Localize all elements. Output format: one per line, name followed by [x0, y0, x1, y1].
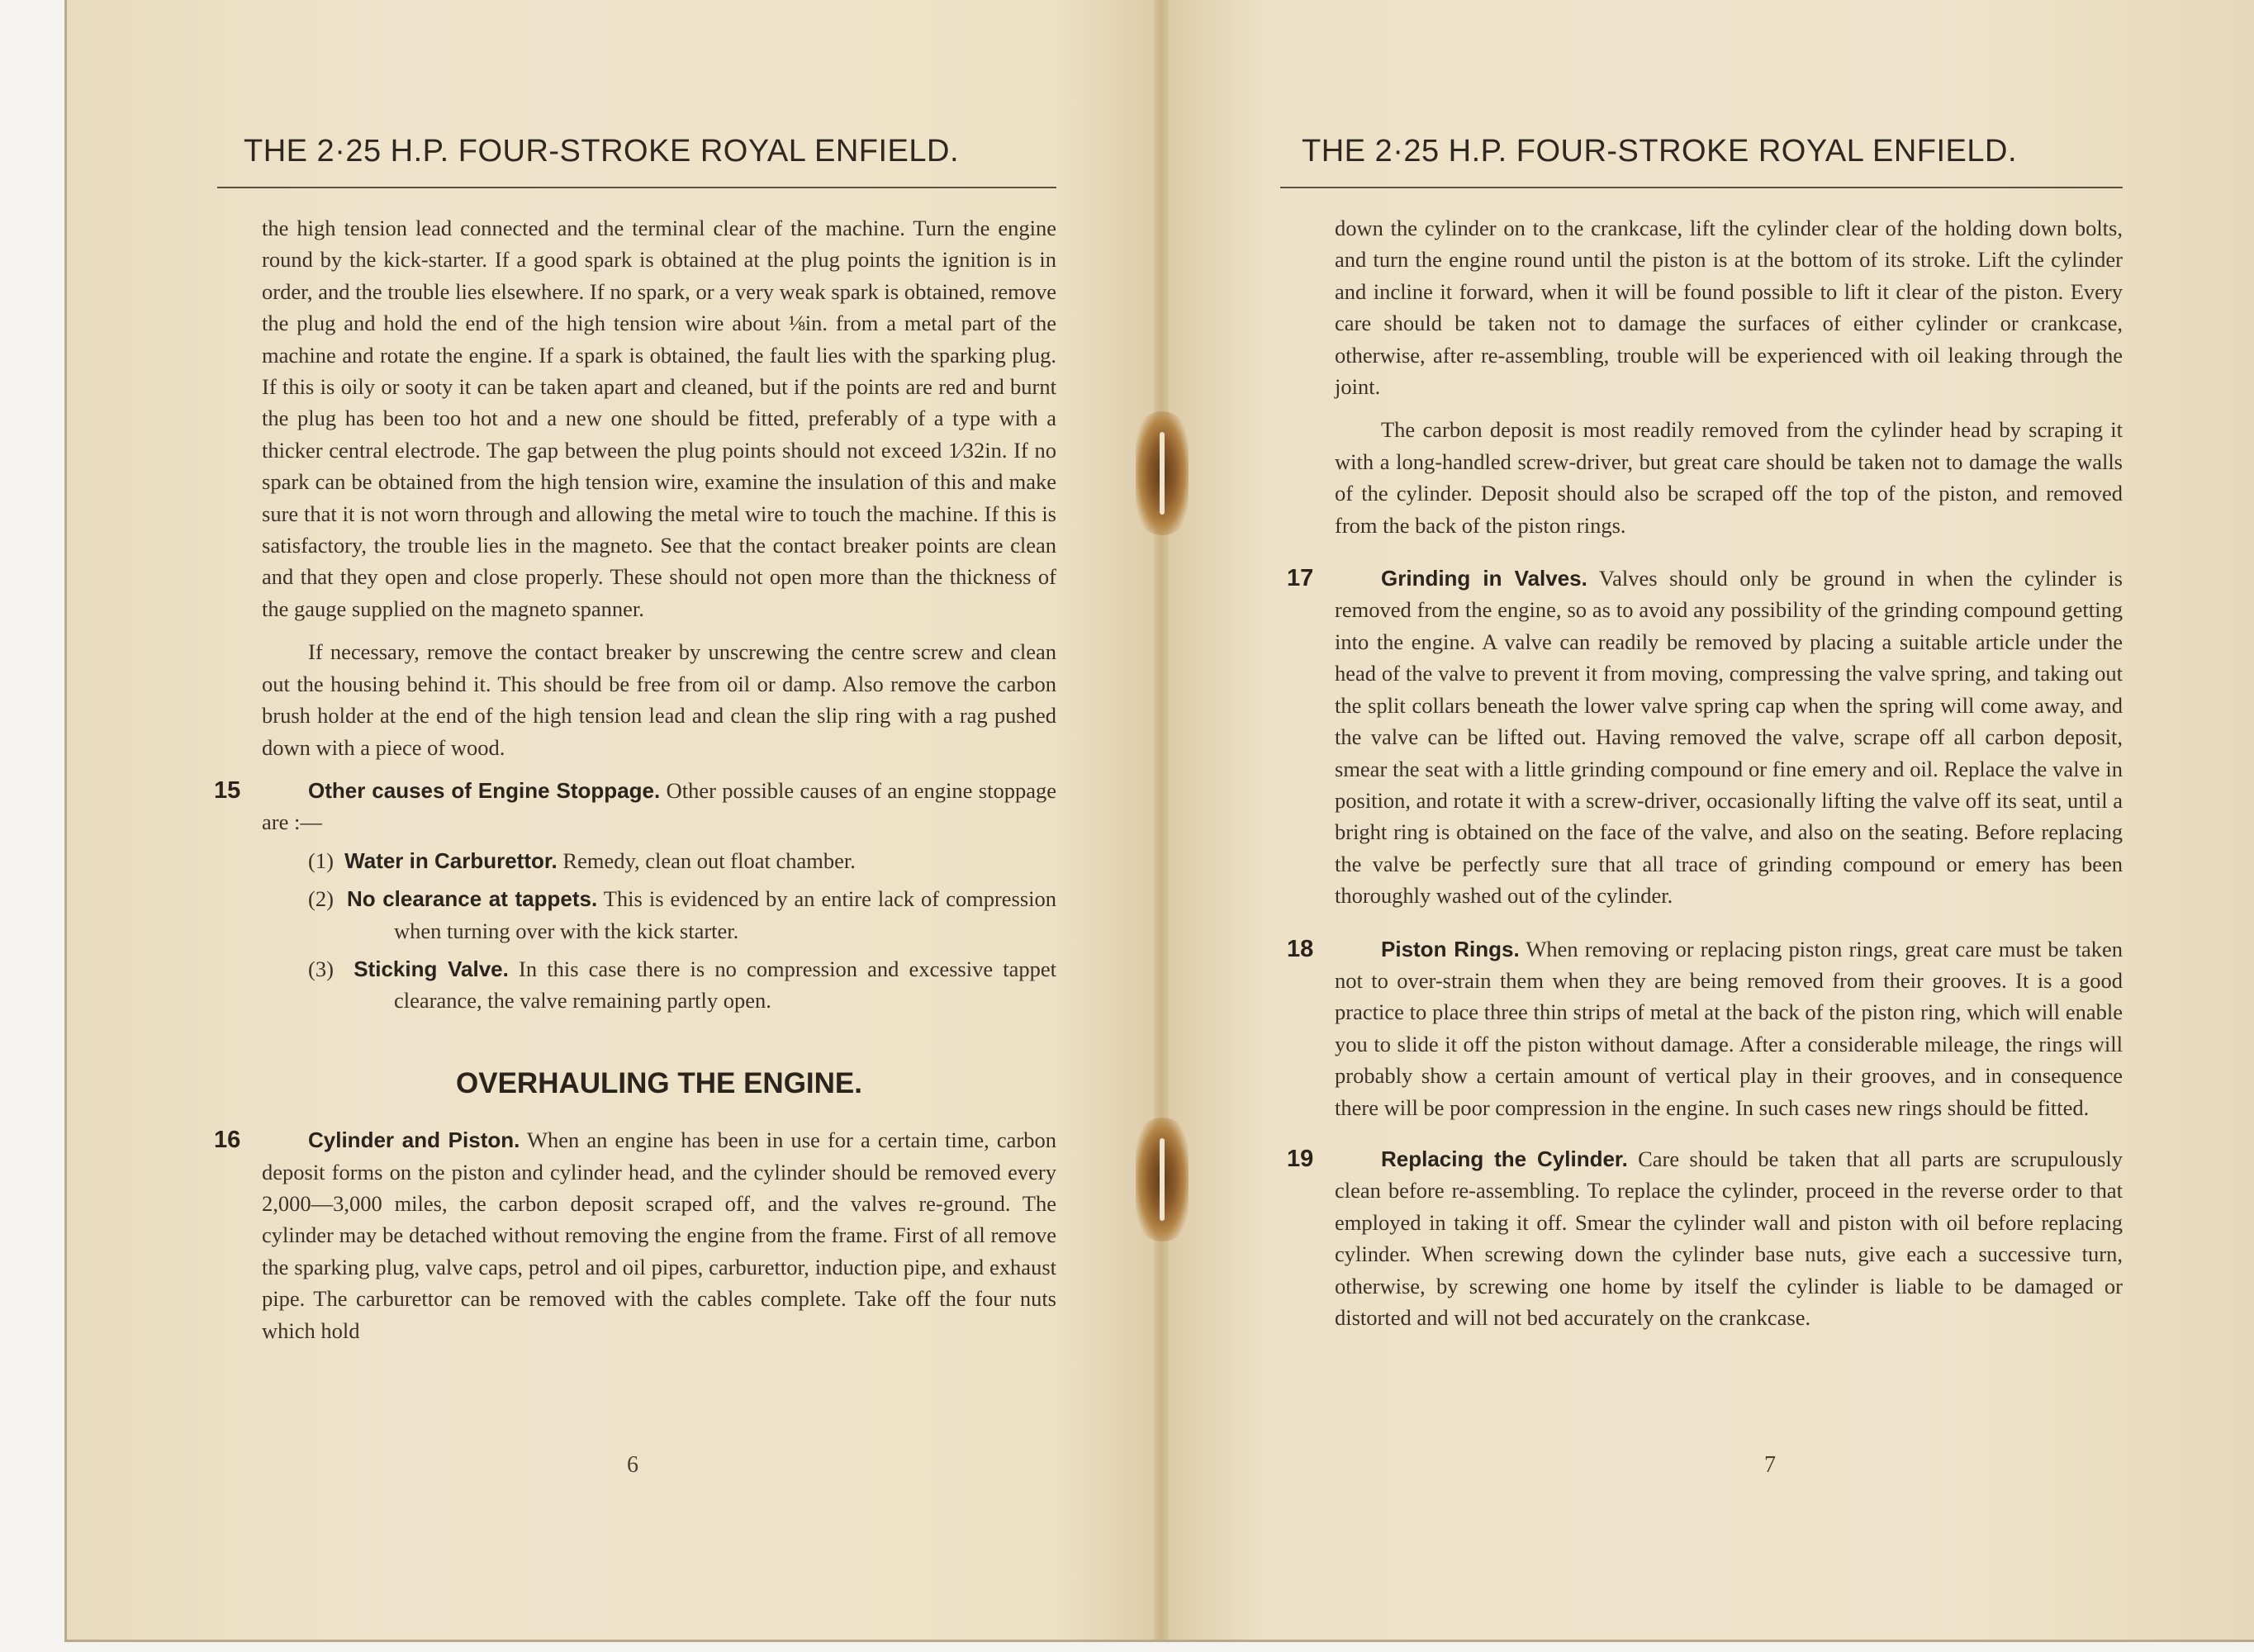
- left-page: [67, 0, 1161, 1640]
- section-number: 16: [214, 1127, 241, 1154]
- right-page: [1161, 0, 2254, 1640]
- cause-list: [308, 845, 1056, 1017]
- list-item: [308, 953, 1056, 1017]
- section-number: 19: [1287, 1145, 1314, 1172]
- item-text: In this case there is no compression and excessive tappet clearance, the valve remaining partly open.: [394, 956, 1056, 1014]
- left-text-column: [214, 212, 1057, 1346]
- section-text: When an engine has been in use for a certain time, carbon deposit forms on the piston and cylinder head, and the cylinder should be removed every 2,000—3,000 miles, the carbon deposit scraped off, and the valves re-ground. The cylinder may be detached without removing the engine from the frame. First of all remove the sparking plug, valve caps, petrol and oil pipes, carburettor, induction pipe, and exhaust pipe. The carburettor can be removed with the cables complete. Take off the four nuts which hold: [262, 1127, 1056, 1343]
- item-title: Water in Carburettor.: [344, 847, 558, 873]
- item-number: (2): [308, 886, 334, 912]
- section-text: Care should be taken that all parts are scrupulously clean before re-assembling. To replace the cylinder, proceed in the reverse order to that employed in taking it off. Smear the cylinder wall and piston with oil before replacing cylinder. When screwing down the cylinder base nuts, give each a successive turn, otherwise, by screwing one home by itself the cylinder is liable to be damaged or distorted and will not bed accurately on the crankcase.: [1335, 1146, 2123, 1330]
- page-number: 7: [1764, 1452, 1776, 1478]
- chapter-heading: OVERHAULING THE ENGINE.: [456, 1066, 862, 1099]
- item-title: Sticking Valve.: [354, 956, 509, 981]
- section-19: [1287, 1143, 2123, 1333]
- section-text: Other possible causes of an engine stoppage are :—: [262, 777, 1056, 835]
- section-18: [1287, 933, 2123, 1123]
- section-title: Cylinder and Piston.: [308, 1127, 520, 1153]
- right-text-column: [1287, 212, 2123, 1333]
- item-title: No clearance at tappets.: [346, 886, 598, 912]
- rusted-staple: [1136, 411, 1189, 535]
- section-title: Piston Rings.: [1381, 936, 1520, 961]
- item-text: This is evidenced by an entire lack of compression when turning over with the kick starter.: [394, 886, 1057, 943]
- section-number: 18: [1287, 935, 1314, 962]
- header-rule: [217, 187, 1056, 188]
- section-text: When removing or replacing piston rings, great care must be taken not to over-strain them when they are being removed from their grooves. It is a good practice to place three thin strips of metal at the back of the piston ring, which will enable you to slide it off the piston without damage. After a considerable mileage, the rings will probably show a certain amount of vertical play in their grooves, and in consequence there will be poor compression in the engine. In such cases new rings should be fitted.: [1335, 936, 2123, 1120]
- section-number: 17: [1287, 565, 1314, 592]
- rusted-staple: [1136, 1118, 1189, 1241]
- section-title: Replacing the Cylinder.: [1381, 1146, 1628, 1171]
- paragraph: the high tension lead connected and the terminal clear of the machine. Turn the engine round by the kick-starter. If a good spark is obtained at the plug points the ignition is in order, and the trouble lies elsewhere. If no spark, or a very weak spark is obtained, remove the plug and hold the end of the high tension wire about ⅛in. from a metal part of the machine and rotate the engine. If a spark is obtained, the fault lies with the sparking plug. If this is oily or sooty it can be taken apart and cleaned, but if the points are red and burnt the plug has been too hot and a new one should be fitted, preferably of a type with a thicker central electrode. The gap between the plug points should not exceed 1⁄32in. If no spark can be obtained from the high tension wire, examine the insulation of this and make sure that it is not worn through and allowing the metal wire to touch the machine. If this is satisfactory, the trouble lies in the magneto. See that the contact breaker points are clean and that they open and close properly. These should not open more than the thickness of the gauge supplied on the magneto spanner.: [262, 216, 1056, 621]
- section-17: [1287, 563, 2123, 911]
- header-rule: [1280, 187, 2123, 188]
- list-item: [308, 845, 1056, 876]
- section-title: Other causes of Engine Stoppage.: [308, 777, 661, 803]
- section-text: Valves should only be ground in when the cylinder is removed from the engine, so as to avoid any possibility of the grinding compound getting into the engine. A valve can readily be removed by placing a suitable article under the head of the valve to prevent it from moving, compressing the valve spring, and taking out the split collars beneath the lower valve spring cap when the spring will come away, and the valve can be lifted out. Having removed the valve, scrape off all carbon deposit, smear the seat with a little grinding compound or fine emery and oil. Replace the valve in position, and rotate it with a screw-driver, occasionally lifting the valve off its seat, until a bright ring is obtained on the face of the valve, and also on the seating. Before replacing the valve be perfectly sure that all trace of grinding compound or emery has been thoroughly washed out of the cylinder.: [1335, 566, 2123, 909]
- section-15: [214, 775, 1057, 1017]
- paragraph: down the cylinder on to the crankcase, lift the cylinder clear of the holding down bolts, and turn the engine round until the piston is at the bottom of its stroke. Lift the cylinder and incline it forward, when it will be found possible to lift it clear of the piston. Every care should be taken not to damage the surfaces of either cylinder or crankcase, otherwise, after re-assembling, trouble will be experienced with oil leaking through the joint.: [1335, 216, 2123, 400]
- item-text: Remedy, clean out float chamber.: [557, 847, 856, 873]
- section-16: [214, 1124, 1056, 1346]
- section-number: 15: [214, 776, 241, 804]
- item-number: (3): [308, 956, 334, 981]
- item-number: (1): [308, 847, 334, 873]
- running-header: THE 2·25 H.P. FOUR-STROKE ROYAL ENFIELD.: [244, 134, 960, 169]
- open-booklet: [64, 0, 2254, 1642]
- paragraph: If necessary, remove the contact breaker by unscrewing the centre screw and clean out the housing behind it. This should be free from oil or damp. Also remove the carbon brush holder at the end of the high tension lead and clean the slip ring with a rag pushed down with a piece of wood.: [262, 639, 1056, 760]
- page-number: 6: [627, 1452, 638, 1478]
- list-item: [308, 883, 1056, 947]
- paragraph: The carbon deposit is most readily removed from the cylinder head by scraping it with a long-handled screw-driver, but great care should be taken not to damage the walls of the cylinder. Deposit should also be scraped off the top of the piston, and removed from the back of the piston rings.: [1335, 417, 2123, 538]
- running-header: THE 2·25 H.P. FOUR-STROKE ROYAL ENFIELD.: [1302, 134, 2018, 169]
- booklet-spine: [1154, 0, 1169, 1640]
- section-title: Grinding in Valves.: [1381, 566, 1587, 591]
